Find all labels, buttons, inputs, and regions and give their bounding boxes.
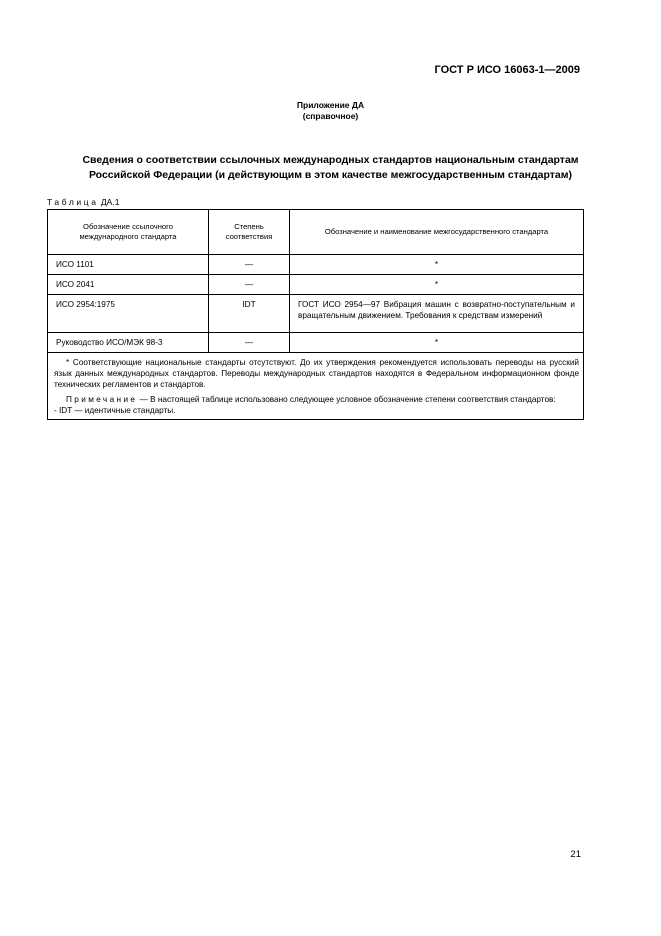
table-footnote: * Соответствующие национальные стандарты отсутствуют. До их утверждения рекомендуется использовать переводы на русский язык данных международных стандартов. Переводы международных стандартов находятся в Федеральном информационном фонде технических регламентов и стандартов. [54,358,579,389]
page-number: 21 [570,849,581,860]
section-heading-line-2: Российской Федерации (и действующим в этом качестве межгосударственным стандартам) [88,169,573,181]
section-heading [40,153,621,183]
column-header-national-line-1: Обозначение и наименование межгосударственного стандарта [324,226,549,236]
cell-degree: IDT [209,295,290,333]
table-row [48,255,584,275]
document-number: ГОСТ Р ИСО 16063-1—2009 [434,64,580,76]
cell-reference: Руководство ИСО/МЭК 98-3 [48,333,209,353]
annex-title: Приложение ДА [296,100,365,110]
table-note-label: Примечание [66,395,138,404]
table-caption-word: Таблица [47,197,99,207]
table-row [48,295,584,333]
column-header-reference [48,210,209,255]
table-footer-row [48,353,584,420]
column-header-reference-line-2: международного стандарта [79,232,177,241]
table-caption [47,197,119,207]
table-note-text: — В настоящей таблице использовано следующее условное обозначение степени соответствия стандартов: [139,395,556,404]
cell-national: * [290,255,584,275]
table-footer-cell [48,353,584,420]
column-header-degree [209,210,290,255]
cell-reference: ИСО 2041 [48,275,209,295]
table-note [54,394,579,405]
cell-national: * [290,275,584,295]
table-note-item: - IDT — идентичные стандарты. [54,406,176,415]
table-caption-id: ДА.1 [100,197,120,207]
table-row [48,275,584,295]
cell-degree: — [209,333,290,353]
correspondence-table-wrapper [47,209,583,420]
cell-national: ГОСТ ИСО 2954—97 Вибрация машин с возвратно-поступательным и вращательным движением. Требования к средствам измерений [290,295,584,333]
cell-reference: ИСО 2954:1975 [48,295,209,333]
table-row [48,333,584,353]
annex-subtitle: (справочное) [302,111,359,121]
column-header-degree-line-2: соответствия [225,232,273,241]
table-header-row [48,210,584,255]
annex-header [0,100,661,122]
column-header-national [290,210,584,255]
column-header-degree-line-1: Степень [234,221,264,231]
section-heading-line-1: Сведения о соответствии ссылочных международных стандартов национальным стандартам [82,154,579,166]
cell-degree: — [209,255,290,275]
column-header-reference-line-1: Обозначение ссылочного [83,221,173,231]
cell-national: * [290,333,584,353]
correspondence-table [47,209,584,420]
cell-reference: ИСО 1101 [48,255,209,275]
cell-degree: — [209,275,290,295]
